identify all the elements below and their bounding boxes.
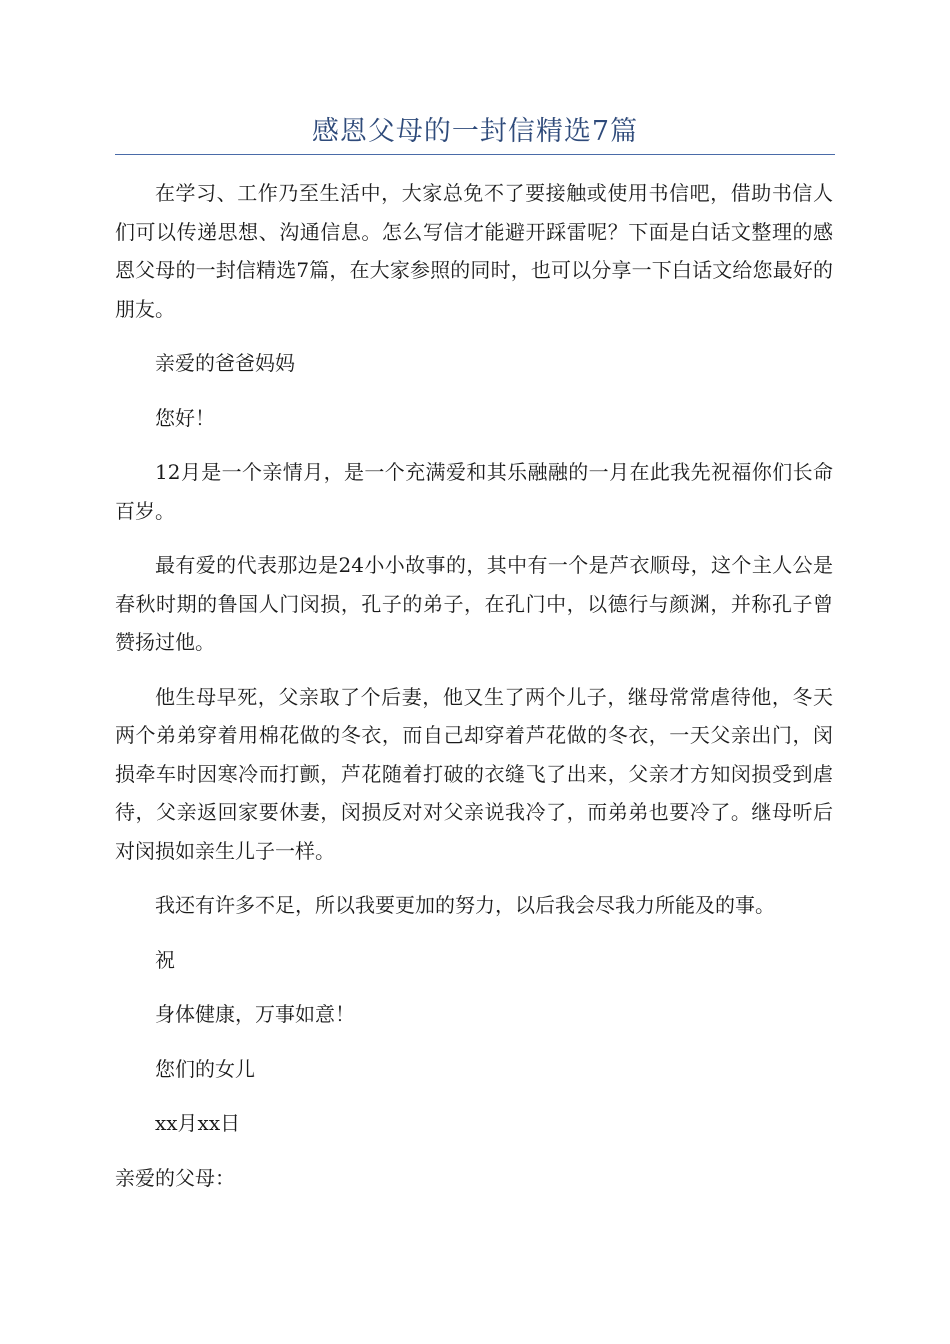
letter-closing-blessing: 身体健康，万事如意！	[155, 1002, 355, 1026]
document-title: 感恩父母的一封信精选7篇	[311, 116, 639, 147]
letter-date: xx月xx日	[155, 1111, 241, 1135]
intro-paragraph: 在学习、工作乃至生活中，大家总免不了要接触或使用书信吧，借助书信人们可以传递思想、沟通信息。怎么写信才能避开踩雷呢？下面是白话文整理的感恩父母的一封信精选7篇，在大家参照的同时，也可以分享一下白话文给您最好的朋友。	[115, 181, 833, 321]
letter-salutation: 亲爱的爸爸妈妈	[155, 351, 295, 375]
letter-paragraph: 他生母早死，父亲取了个后妻，他又生了两个儿子，继母常常虐待他，冬天两个弟弟穿着用棉花做的冬衣，而自己却穿着芦花做的冬衣，一天父亲出门，闵损牵车时因寒冷而打颤，芦花随着打破的衣缝飞了出来，父亲才方知闵损受到虐待，父亲返回家要休妻，闵损反对对父亲说我冷了，而弟弟也要冷了。继母听后对闵损如亲生儿子一样。	[115, 684, 833, 863]
title-underline	[115, 154, 835, 155]
letter-greeting: 您好！	[155, 405, 215, 430]
letter-paragraph: 最有爱的代表那边是24小小故事的，其中有一个是芦衣顺母，这个主人公是春秋时期的鲁国人门闵损，孔子的弟子，在孔门中，以德行与颜渊，并称孔子曾赞扬过他。	[115, 553, 833, 654]
next-letter-salutation: 亲爱的父母：	[115, 1165, 235, 1190]
letter-closing-wish: 祝	[155, 947, 175, 972]
letter-signature: 您们的女儿	[155, 1056, 255, 1081]
document-body	[115, 174, 833, 1213]
letter-paragraph: 12月是一个亲情月，是一个充满爱和其乐融融的一月在此我先祝福你们长命百岁。	[115, 460, 833, 523]
letter-paragraph: 我还有许多不足，所以我要更加的努力，以后我会尽我力所能及的事。	[155, 893, 775, 917]
